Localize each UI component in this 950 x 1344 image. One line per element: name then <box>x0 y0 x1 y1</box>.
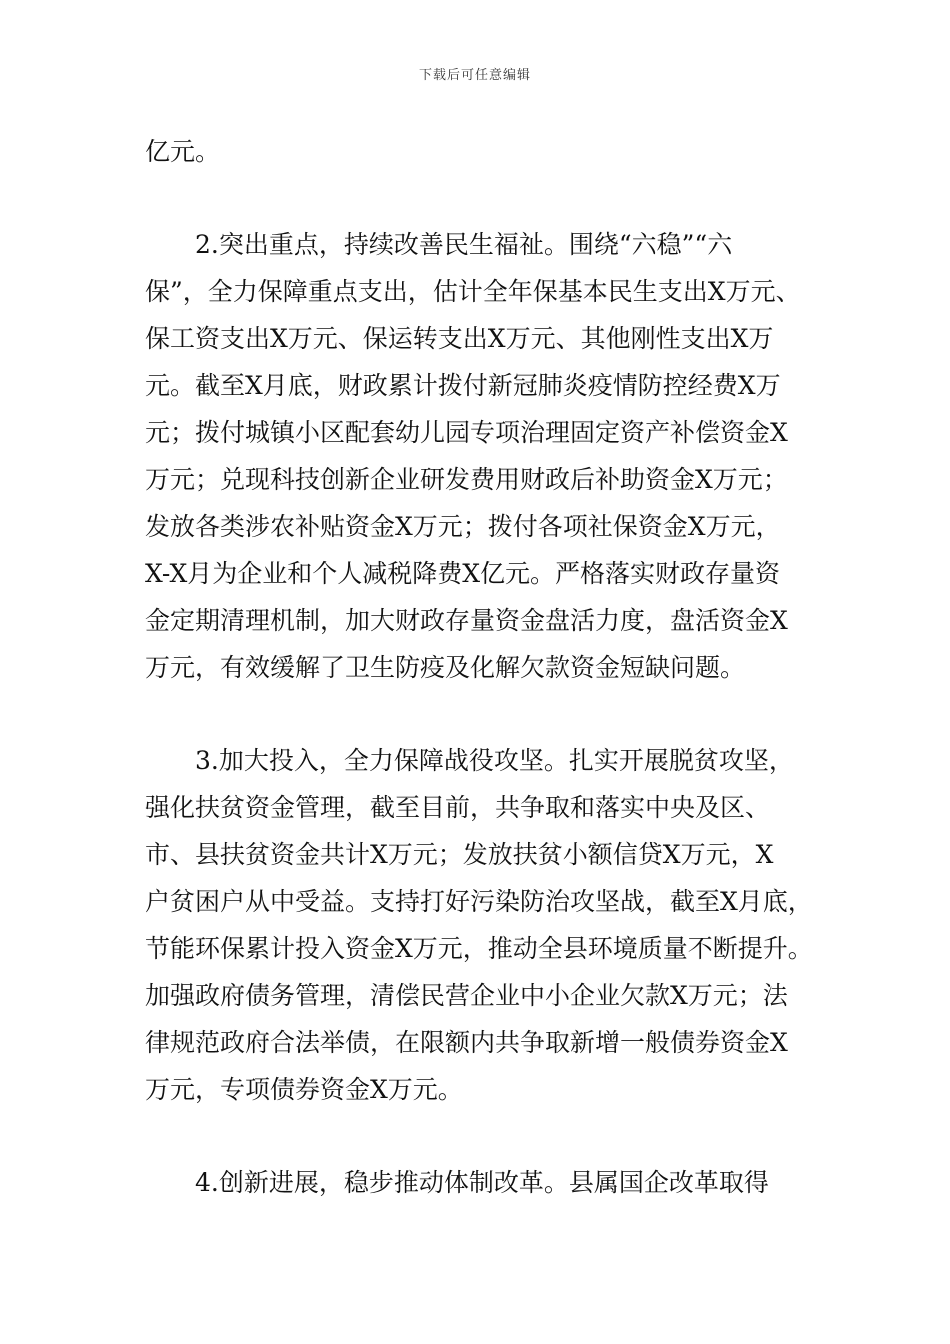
paragraph-gap <box>145 175 825 221</box>
text-line: 律规范政府合法举债，在限额内共争取新增一般债券资金X <box>145 1028 788 1057</box>
page-header-watermark: 下载后可任意编辑 <box>418 68 531 83</box>
text-line: 3.加大投入，全力保障战役攻坚。扎实开展脱贫攻坚， <box>195 746 794 775</box>
text-line: 市、县扶贫资金共计X万元；发放扶贫小额信贷X万元，X <box>145 840 774 869</box>
text-line: 强化扶贫资金管理，截至目前，共争取和落实中央及区、 <box>145 793 771 822</box>
text-line: 保”，全力保障重点支出，估计全年保基本民生支出X万元、 <box>145 277 801 306</box>
text-line: 万元，专项债券资金X万元。 <box>145 1075 463 1104</box>
text-line: 发放各类涉农补贴资金X万元；拨付各项社保资金X万元， <box>145 512 781 541</box>
paragraph-gap <box>145 691 825 737</box>
document-body <box>145 128 825 1206</box>
paragraph-1 <box>145 128 825 175</box>
text-line: 元。截至X月底，财政累计拨付新冠肺炎疫情防控经费X万 <box>145 371 781 400</box>
text-line: 保工资支出X万元、保运转支出X万元、其他刚性支出X万 <box>145 324 774 353</box>
text-line: 万元；兑现科技创新企业研发费用财政后补助资金X万元； <box>145 465 788 494</box>
text-line: 万元，有效缓解了卫生防疫及化解欠款资金短缺问题。 <box>145 653 746 682</box>
text-line: 亿元。 <box>145 137 221 166</box>
text-line: 加强政府债务管理，清偿民营企业中小企业欠款X万元；法 <box>145 981 788 1010</box>
text-line: X-X月为企业和个人减税降费X亿元。严格落实财政存量资 <box>145 559 781 588</box>
text-line: 2.突出重点，持续改善民生福祉。围绕“六稳”“六 <box>195 230 733 259</box>
text-line: 户贫困户从中受益。支持打好污染防治攻坚战，截至X月底， <box>145 887 813 916</box>
text-line: 节能环保累计投入资金X万元，推动全县环境质量不断提升。 <box>145 934 813 963</box>
paragraph-gap <box>145 1113 825 1159</box>
text-line: 元；拨付城镇小区配套幼儿园专项治理固定资产补偿资金X <box>145 418 788 447</box>
paragraph-3 <box>145 737 825 1113</box>
paragraph-2 <box>145 221 825 691</box>
text-line: 金定期清理机制，加大财政存量资金盘活力度，盘活资金X <box>145 606 788 635</box>
text-line: 4.创新进展，稳步推动体制改革。县属国企改革取得 <box>195 1168 769 1197</box>
paragraph-4 <box>145 1159 825 1206</box>
